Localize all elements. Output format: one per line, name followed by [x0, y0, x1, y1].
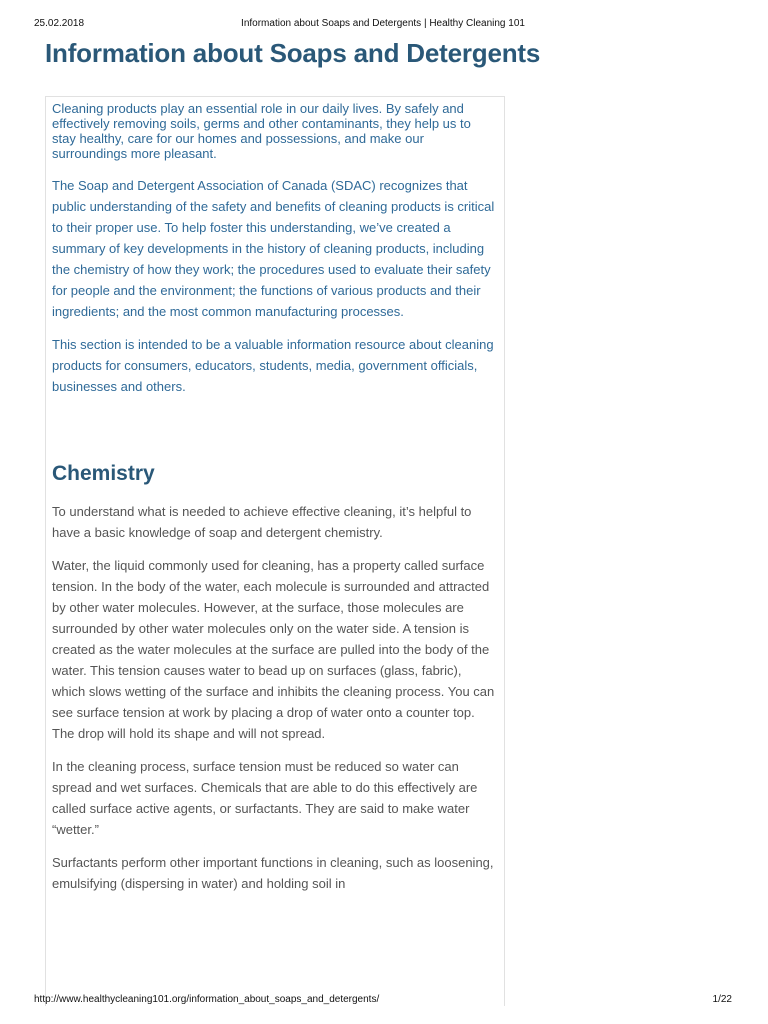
intro-paragraph-2: The Soap and Detergent Association of Canada (SDAC) recognizes that public understanding of the safety and benefits of cleaning products is critical to their proper use. To help foster this understanding, we’ve created a summary of key developments in the history of cleaning products, including the chemistry of how they work; the procedures used to evaluate their safety for people and the environment; the functions of various products and their ingredients; and the most common manufacturing processes. [52, 178, 495, 319]
chemistry-paragraph-2: Water, the liquid commonly used for cleaning, has a property called surface tension. In the body of the water, each molecule is surrounded and attracted by other water molecules. However, at the surface, those molecules are surrounded by other water molecules only on the water side. A tension is created as the water molecules at the surface are pulled into the body of the water. This tension causes water to bead up on surfaces (glass, fabric), which slows wetting of the surface and inhibits the cleaning process. You can see surface tension at work by placing a drop of water onto a counter top. The drop will hold its shape and will not spread. [52, 558, 495, 741]
print-date: 25.02.2018 [34, 18, 85, 29]
intro-paragraph-3: This section is intended to be a valuable information resource about cleaning products for consumers, educators, students, media, government officials, businesses and others. [52, 337, 494, 394]
chemistry-paragraph-3: In the cleaning process, surface tension must be reduced so water can spread and wet surfaces. Chemicals that are able to do this effectively are called surface active agents, or surfactants. They are said to make water “wetter.” [52, 759, 478, 837]
page-title: Information about Soaps and Detergents [45, 38, 541, 68]
print-url: http://www.healthycleaning101.org/information_about_soaps_and_detergents/ [34, 994, 380, 1005]
page-number: 1/22 [712, 994, 732, 1005]
print-document-title: Information about Soaps and Detergents | Healthy Cleaning 101 [241, 18, 525, 29]
intro-paragraph-1: Cleaning products play an essential role in our daily lives. By safely and effectively removing soils, germs and other contaminants, they help us to stay healthy, care for our homes and possessions, and make our surroundings more pleasant. [52, 101, 471, 161]
article-content [45, 96, 505, 1006]
chemistry-heading: Chemistry [52, 462, 155, 485]
chemistry-paragraph-4: Surfactants perform other important functions in cleaning, such as loosening, emulsifying (dispersing in water) and holding soil in [52, 855, 494, 891]
print-header [34, 18, 732, 32]
chemistry-paragraph-1: To understand what is needed to achieve effective cleaning, it’s helpful to have a basic knowledge of soap and detergent chemistry. [52, 504, 472, 540]
print-footer [34, 994, 732, 1008]
